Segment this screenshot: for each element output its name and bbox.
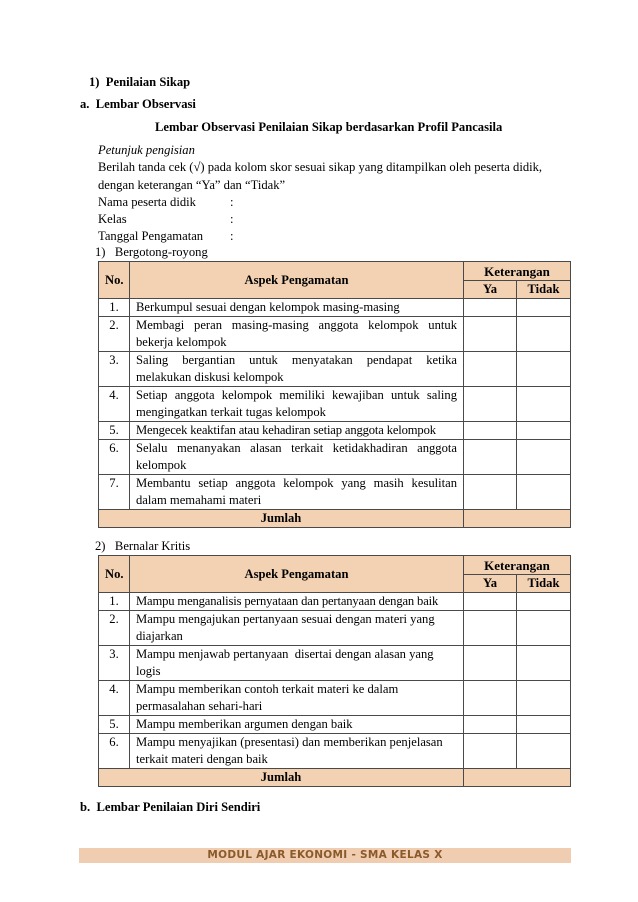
tidak-cell[interactable] bbox=[517, 716, 571, 734]
subsection-b-heading: b. Lembar Penilaian Diri Sendiri bbox=[80, 800, 261, 814]
tidak-cell[interactable] bbox=[517, 422, 571, 440]
header-no: No. bbox=[99, 262, 130, 299]
footer-bar bbox=[79, 848, 571, 863]
table-row bbox=[99, 681, 571, 716]
section-heading: 1) Penilaian Sikap bbox=[89, 75, 191, 89]
aspect-text: Membagi peran masing-masing anggota kelompok untuk bbox=[136, 318, 457, 332]
row-aspect bbox=[130, 352, 464, 387]
instruction-label: Petunjuk pengisian bbox=[98, 143, 195, 157]
ya-cell[interactable] bbox=[464, 317, 517, 352]
row-aspect bbox=[130, 317, 464, 352]
aspect-text: bekerja kelompok bbox=[136, 335, 227, 349]
table-row bbox=[99, 611, 571, 646]
aspect-text: kelompok bbox=[136, 458, 187, 472]
row-number: 4. bbox=[99, 387, 130, 422]
ya-cell[interactable] bbox=[464, 593, 517, 611]
header-keterangan: Keterangan bbox=[464, 556, 571, 575]
header-tidak: Tidak bbox=[517, 281, 571, 299]
tidak-cell[interactable] bbox=[517, 611, 571, 646]
footer-text: MODUL AJAR EKONOMI - SMA KELAS X bbox=[207, 849, 443, 861]
instruction-line-2: dengan keterangan “Ya” dan “Tidak” bbox=[98, 178, 286, 192]
row-aspect bbox=[130, 734, 464, 769]
ya-cell[interactable] bbox=[464, 440, 517, 475]
jumlah-row bbox=[99, 769, 571, 787]
observation-table-gotong-royong bbox=[98, 261, 571, 528]
table-row bbox=[99, 352, 571, 387]
row-number: 3. bbox=[99, 352, 130, 387]
aspect-text: Mampu menganalisis pernyataan dan pertanyaan dengan baik bbox=[136, 594, 439, 608]
field-colon: : bbox=[230, 229, 234, 243]
table1-caption: 1) Bergotong-royong bbox=[95, 245, 208, 259]
tidak-cell[interactable] bbox=[517, 352, 571, 387]
field-class-label: Kelas bbox=[98, 212, 127, 226]
row-aspect bbox=[130, 716, 464, 734]
row-number: 6. bbox=[99, 734, 130, 769]
tidak-cell[interactable] bbox=[517, 475, 571, 510]
jumlah-label: Jumlah bbox=[99, 510, 464, 528]
instruction-line-1: Berilah tanda cek (√) pada kolom skor sesuai sikap yang ditampilkan oleh peserta didik, bbox=[98, 160, 543, 174]
row-number: 6. bbox=[99, 440, 130, 475]
row-aspect bbox=[130, 611, 464, 646]
aspect-text: Mampu memberikan contoh terkait materi ke dalam bbox=[136, 682, 399, 696]
ya-cell[interactable] bbox=[464, 646, 517, 681]
tidak-cell[interactable] bbox=[517, 593, 571, 611]
ya-cell[interactable] bbox=[464, 681, 517, 716]
table2-caption: 2) Bernalar Kritis bbox=[95, 539, 191, 553]
row-number: 4. bbox=[99, 681, 130, 716]
table-row bbox=[99, 387, 571, 422]
ya-cell[interactable] bbox=[464, 299, 517, 317]
aspect-text: permasalahan sehari-hari bbox=[136, 699, 263, 713]
header-tidak: Tidak bbox=[517, 575, 571, 593]
table-row bbox=[99, 734, 571, 769]
row-aspect bbox=[130, 593, 464, 611]
subsection-a-heading: a. Lembar Observasi bbox=[80, 97, 196, 111]
aspect-text: dalam memahami materi bbox=[136, 493, 262, 507]
row-aspect bbox=[130, 681, 464, 716]
field-colon: : bbox=[230, 195, 234, 209]
tidak-cell[interactable] bbox=[517, 734, 571, 769]
ya-cell[interactable] bbox=[464, 352, 517, 387]
row-number: 2. bbox=[99, 317, 130, 352]
table-row bbox=[99, 646, 571, 681]
table-row bbox=[99, 317, 571, 352]
sheet-title: Lembar Observasi Penilaian Sikap berdasarkan Profil Pancasila bbox=[155, 120, 503, 134]
jumlah-row bbox=[99, 510, 571, 528]
table-row bbox=[99, 716, 571, 734]
aspect-text: Mampu menyajikan (presentasi) dan memberikan penjelasan bbox=[136, 735, 443, 749]
row-aspect bbox=[130, 440, 464, 475]
header-ya: Ya bbox=[464, 281, 517, 299]
jumlah-value-cell[interactable] bbox=[464, 769, 571, 787]
ya-cell[interactable] bbox=[464, 611, 517, 646]
ya-cell[interactable] bbox=[464, 475, 517, 510]
header-aspek: Aspek Pengamatan bbox=[130, 556, 464, 593]
aspect-text: Saling bergantian untuk menyatakan pendapat ketika bbox=[136, 353, 457, 367]
row-number: 5. bbox=[99, 716, 130, 734]
aspect-text: Mampu memberikan argumen dengan baik bbox=[136, 717, 353, 731]
ya-cell[interactable] bbox=[464, 734, 517, 769]
aspect-text: Mengecek keaktifan atau kehadiran setiap anggota kelompok bbox=[136, 423, 436, 437]
aspect-text: mengingatkan terkait tugas kelompok bbox=[136, 405, 326, 419]
tidak-cell[interactable] bbox=[517, 646, 571, 681]
row-aspect bbox=[130, 646, 464, 681]
row-aspect bbox=[130, 422, 464, 440]
row-aspect bbox=[130, 475, 464, 510]
jumlah-label: Jumlah bbox=[99, 769, 464, 787]
tidak-cell[interactable] bbox=[517, 299, 571, 317]
table-row bbox=[99, 440, 571, 475]
aspect-text: logis bbox=[136, 664, 161, 678]
header-keterangan: Keterangan bbox=[464, 262, 571, 281]
table-row bbox=[99, 475, 571, 510]
header-no: No. bbox=[99, 556, 130, 593]
table-row bbox=[99, 422, 571, 440]
row-number: 2. bbox=[99, 611, 130, 646]
aspect-text: Membantu setiap anggota kelompok yang masih kesulitan bbox=[136, 476, 457, 490]
row-number: 5. bbox=[99, 422, 130, 440]
aspect-text: terkait materi dengan baik bbox=[136, 752, 268, 766]
tidak-cell[interactable] bbox=[517, 387, 571, 422]
aspect-text: melakukan diskusi kelompok bbox=[136, 370, 284, 384]
ya-cell[interactable] bbox=[464, 387, 517, 422]
row-aspect bbox=[130, 387, 464, 422]
row-number: 3. bbox=[99, 646, 130, 681]
observation-table-bernalar-kritis bbox=[98, 555, 571, 787]
field-colon: : bbox=[230, 212, 234, 226]
jumlah-value-cell[interactable] bbox=[464, 510, 571, 528]
header-aspek: Aspek Pengamatan bbox=[130, 262, 464, 299]
tidak-cell[interactable] bbox=[517, 440, 571, 475]
row-number: 1. bbox=[99, 299, 130, 317]
tidak-cell[interactable] bbox=[517, 681, 571, 716]
ya-cell[interactable] bbox=[464, 716, 517, 734]
row-number: 7. bbox=[99, 475, 130, 510]
table-row bbox=[99, 593, 571, 611]
row-aspect bbox=[130, 299, 464, 317]
tidak-cell[interactable] bbox=[517, 317, 571, 352]
header-ya: Ya bbox=[464, 575, 517, 593]
aspect-text: Berkumpul sesuai dengan kelompok masing-masing bbox=[136, 300, 400, 314]
ya-cell[interactable] bbox=[464, 422, 517, 440]
aspect-text: Setiap anggota kelompok memiliki kewajiban untuk saling bbox=[136, 388, 457, 402]
field-date-label: Tanggal Pengamatan bbox=[98, 229, 204, 243]
aspect-text: Mampu menjawab pertanyaan disertai dengan alasan yang bbox=[136, 647, 434, 661]
table-row bbox=[99, 299, 571, 317]
aspect-text: diajarkan bbox=[136, 629, 183, 643]
aspect-text: Mampu mengajukan pertanyaan sesuai dengan materi yang bbox=[136, 612, 435, 626]
field-student-name-label: Nama peserta didik bbox=[98, 195, 196, 209]
aspect-text: Selalu menanyakan alasan terkait ketidakhadiran anggota bbox=[136, 441, 457, 455]
row-number: 1. bbox=[99, 593, 130, 611]
